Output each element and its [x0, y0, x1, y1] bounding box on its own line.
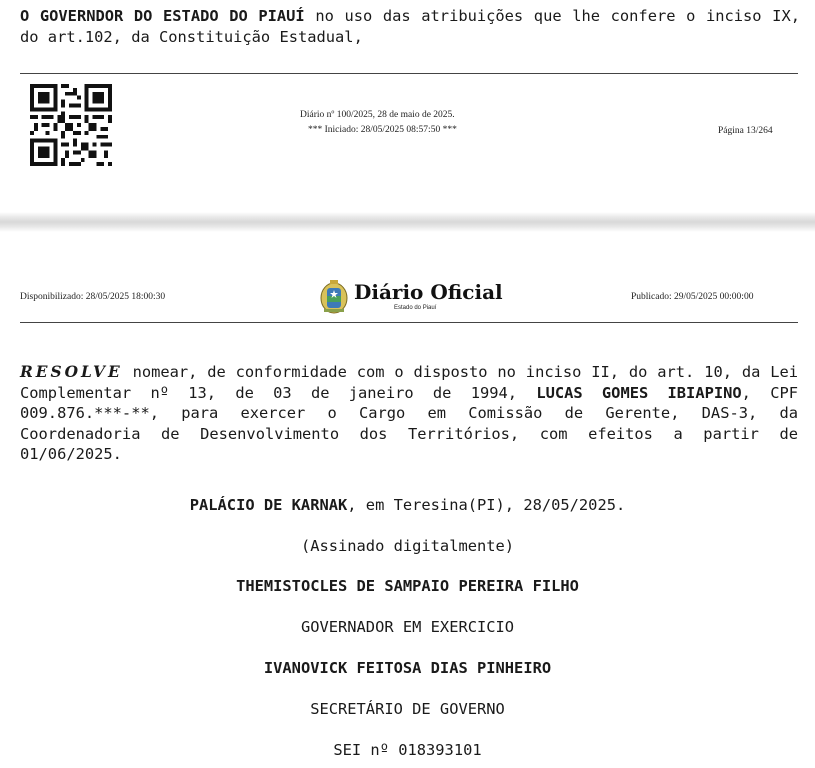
- resolve-text-a: nomear, de conformidade com o disposto no inciso II, do art. 10, da Lei Complementar nº 13, de 03 de janeiro de 1994,: [20, 363, 798, 402]
- place-date-line: [0, 496, 815, 514]
- iniciado-timestamp: *** Iniciado: 28/05/2025 08:57:50 ***: [308, 125, 457, 135]
- coat-of-arms-icon: [318, 278, 350, 316]
- palace-name: PALÁCIO DE KARNAK: [189, 496, 348, 514]
- signer1-name: THEMISTOCLES DE SAMPAIO PEREIRA FILHO: [236, 577, 579, 595]
- logo-subtitle: Estado do Piauí: [394, 305, 437, 311]
- intro-text: no uso das atribuições que lhe confere o inciso IX, do art.102, da Constituição Estadual,: [20, 7, 800, 46]
- qr-code-icon: [30, 84, 112, 166]
- disponibilizado-date: Disponibilizado: 28/05/2025 18:00:30: [20, 292, 166, 302]
- resolve-paragraph: [20, 362, 798, 465]
- signed-digitally: (Assinado digitalmente): [300, 537, 515, 555]
- divider-top: [20, 73, 798, 74]
- page-separator: [0, 212, 815, 232]
- page-number: Página 13/264: [718, 126, 773, 136]
- signer1-role: GOVERNADOR EM EXERCICIO: [300, 618, 515, 636]
- resolve-keyword: RESOLVE: [20, 363, 123, 381]
- intro-paragraph: [20, 6, 800, 48]
- sei-number: SEI nº 018393101: [333, 741, 482, 759]
- diario-oficial-logo: [318, 278, 503, 318]
- logo-title: Diário Oficial: [354, 280, 503, 304]
- signer2-name: IVANOVICK FEITOSA DIAS PINHEIRO: [263, 659, 552, 677]
- resolve-text-b: , CPF 009.876.***-**, para exercer o Cargo em Comissão de Gerente, DAS-3, da Coordenadoria de Desenvolvimento dos Territórios, com efeitos a partir de 01/06/2025.: [20, 383, 798, 463]
- appointee-name: LUCAS GOMES IBIAPINO: [536, 383, 742, 402]
- intro-governor: O GOVERNDOR DO ESTADO DO PIAUÍ: [20, 7, 305, 25]
- signer2-role: SECRETÁRIO DE GOVERNO: [310, 700, 505, 718]
- place-date: , em Teresina(PI), 28/05/2025.: [347, 496, 626, 514]
- divider-header: [20, 322, 798, 323]
- diario-number: Diário nº 100/2025, 28 de maio de 2025.: [300, 110, 455, 120]
- publicado-date: Publicado: 29/05/2025 00:00:00: [631, 292, 754, 302]
